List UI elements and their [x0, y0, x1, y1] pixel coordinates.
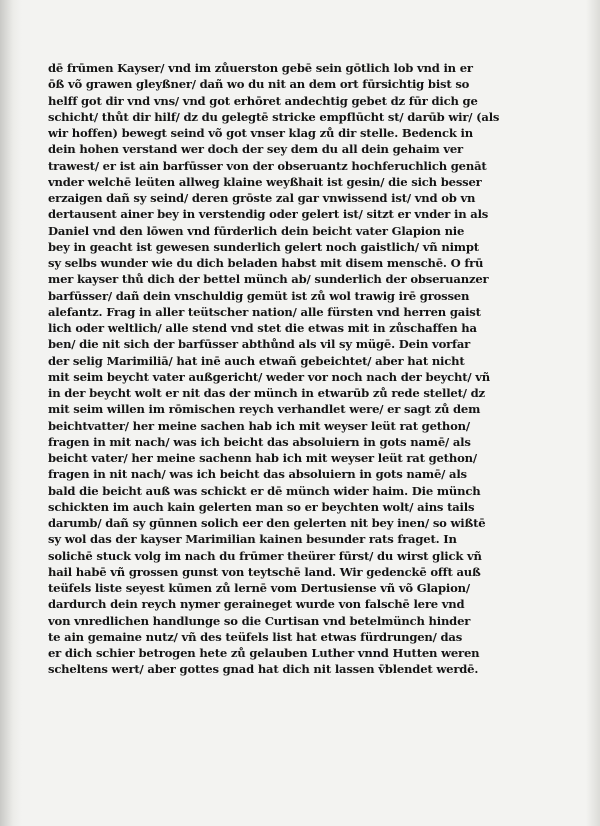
text-line: schicht/ thůt dir hilf/ dz du gelegtē stricke empflūcht st/ darūb wir/ (als: [48, 109, 500, 124]
text-line: fragen in nit nach/ was ich beicht das absoluiern in gots namē/ als: [48, 467, 467, 482]
text-line: bald die beicht auß was schickt er dē münch wider haim. Die münch: [48, 483, 481, 498]
text-line: erzaigen dañ sy seind/ deren grōste zal gar vnwissend ist/ vnd ob vn: [48, 191, 476, 205]
text-line: trawest/ er ist ain barfūsser von der obseruantz hochferuchlich genāt: [48, 158, 487, 173]
text-line: mit seim willen im rōmischen reych verhandlet were/ er sagt zů dem: [48, 402, 481, 417]
text-line: von vnredlichen handlunge so die Curtisan vnd betelmünch hinder: [48, 613, 471, 628]
text-line: helff got dir vnd vns/ vnd got erhōret andechtig gebet dz fūr dich ge: [48, 93, 478, 108]
text-line: ōß võ grawen gleyßner/ dañ wo du nit an dem ort fūrsichtig bist so: [48, 77, 470, 92]
body-text: [48, 60, 578, 678]
text-line: teüfels liste seyest kūmen zů lernē vom Dertusiense vñ võ Glapion/: [48, 581, 470, 595]
text-line: der selig Marimiliā/ hat inē auch etwañ gebeichtet/ aber hat nicht: [48, 353, 465, 368]
text-line: Daniel vnd den lōwen vnd fūrderlich dein beicht vater Glapion nie: [48, 223, 465, 238]
text-line: dardurch dein reych nymer geraineget wurde von falschē lere vnd: [48, 597, 465, 612]
text-line: sy selbs wunder wie du dich beladen habst mit disem menschē. O frū: [48, 256, 484, 270]
text-line: scheltens wert/ aber gottes gnad hat dich nit lassen v̄blendet werdē.: [48, 662, 479, 677]
text-line: beicht vater/ her meine sachenn hab ich mit weyser leüt rat gethon/: [48, 451, 477, 465]
text-line: darumb/ dañ sy gūnnen solich eer den gelerten nit bey inen/ so wißtē: [48, 516, 486, 530]
text-line: mit seim beycht vater außgericht/ weder vor noch nach der beycht/ vñ: [48, 369, 491, 384]
text-line: dertausent ainer bey in verstendig oder gelert ist/ sitzt er vnder in als: [48, 207, 489, 222]
text-line: schickten im auch kain gelerten man so er beychten wolt/ ains tails: [48, 499, 475, 514]
text-line: solichē stuck volg im nach du frūmer theürer fūrst/ du wirst glick vñ: [48, 548, 482, 563]
text-line: ben/ die nit sich der barfūsser abthůnd als vil sy mügē. Dein vorfar: [48, 337, 471, 352]
text-line: sy wol das der kayser Marimilian kainen besunder rats fraget. In: [48, 532, 457, 547]
text-line: beichtvatter/ her meine sachen hab ich mit weyser leüt rat gethon/: [48, 418, 470, 433]
text-line: fragen in mit nach/ was ich beicht das absoluiern in gots namē/ als: [48, 434, 471, 449]
text-line: mer kayser thů dich der bettel münch ab/ sunderlich der obseruanzer: [48, 272, 489, 287]
text-line: vnder welchē leüten allweg klaine weyßhait ist gesin/ die sich besser: [48, 174, 482, 189]
text-line: dein hohen verstand wer doch der sey dem du all dein gehaim ver: [48, 142, 463, 157]
text-line: er dich schier betrogen hete zů gelauben Luther vnnd Hutten weren: [48, 646, 480, 660]
text-line: hail habē vñ grossen gunst von teytschē land. Wir gedenckē offt auß: [48, 564, 481, 579]
text-line: lich oder weltlich/ alle stend vnd stet die etwas mit in zůschaffen ha: [48, 321, 477, 335]
text-line: dē frūmen Kayser/ vnd im zůuerston gebē sein gōtlich lob vnd in er: [48, 61, 473, 75]
text-line: barfūsser/ dañ dein vnschuldig gemüt ist zů wol trawig irē grossen: [48, 288, 470, 303]
text-line: alefantz. Frag in aller teütscher nation/ alle fürsten vnd herren gaist: [48, 304, 481, 319]
text-line: wir hoffen) bewegt seind võ got vnser klag zů dir stelle. Bedenck in: [48, 126, 473, 140]
text-line: in der beycht wolt er nit das der münch in etwarūb zů rede stellet/ dz: [48, 386, 485, 400]
text-line: te ain gemaine nutz/ vñ des teüfels list hat etwas fürdrungen/ das: [48, 629, 463, 644]
text-line: bey in geacht ist gewesen sunderlich gelert noch gaistlich/ vñ nimpt: [48, 239, 479, 254]
